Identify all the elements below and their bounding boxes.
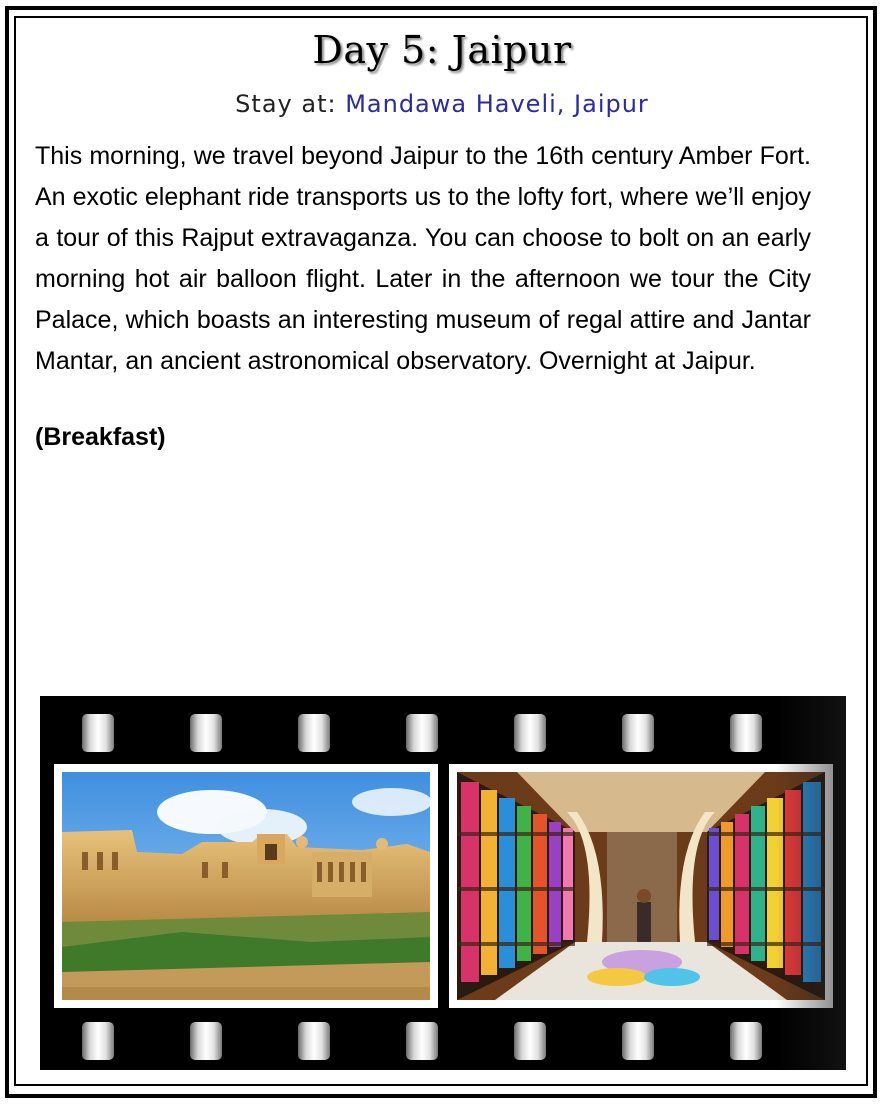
amber-fort-photo xyxy=(62,772,430,1000)
photo-frame-left xyxy=(54,764,438,1008)
film-hole-icon xyxy=(190,714,222,752)
film-hole-icon xyxy=(622,1022,654,1060)
page-title: Day 5: Jaipur xyxy=(312,28,572,72)
meals-included: (Breakfast) xyxy=(35,423,166,451)
film-hole-icon xyxy=(406,1022,438,1060)
film-hole-icon xyxy=(298,714,330,752)
film-hole-icon xyxy=(190,1022,222,1060)
film-hole-icon xyxy=(82,714,114,752)
film-hole-icon xyxy=(730,714,762,752)
film-hole-icon xyxy=(514,714,546,752)
film-hole-icon xyxy=(298,1022,330,1060)
film-hole-icon xyxy=(730,1022,762,1060)
hotel-link[interactable]: Mandawa Haveli, Jaipur xyxy=(345,90,649,118)
film-hole-icon xyxy=(82,1022,114,1060)
filmstrip-fade xyxy=(776,696,846,1070)
film-hole-icon xyxy=(514,1022,546,1060)
day-description: This morning, we travel beyond Jaipur to the 16th century Amber Fort. An exotic elephant ride transports us to the lofty fort, where we’ll enjoy a tour of this Rajput extravaganza. You can choose to bolt on an early morning hot air balloon flight. Later in the afternoon we tour the City Palace, which boasts an interesting museum of regal attire and Jantar Mantar, an ancient astronomical observatory. Overnight at Jaipur. xyxy=(35,142,811,375)
stay-label: Stay at: xyxy=(235,90,346,118)
stay-line xyxy=(0,90,884,118)
photo-filmstrip xyxy=(40,696,846,1070)
film-hole-icon xyxy=(622,714,654,752)
textile-shop-photo xyxy=(457,772,825,1000)
film-hole-icon xyxy=(406,714,438,752)
